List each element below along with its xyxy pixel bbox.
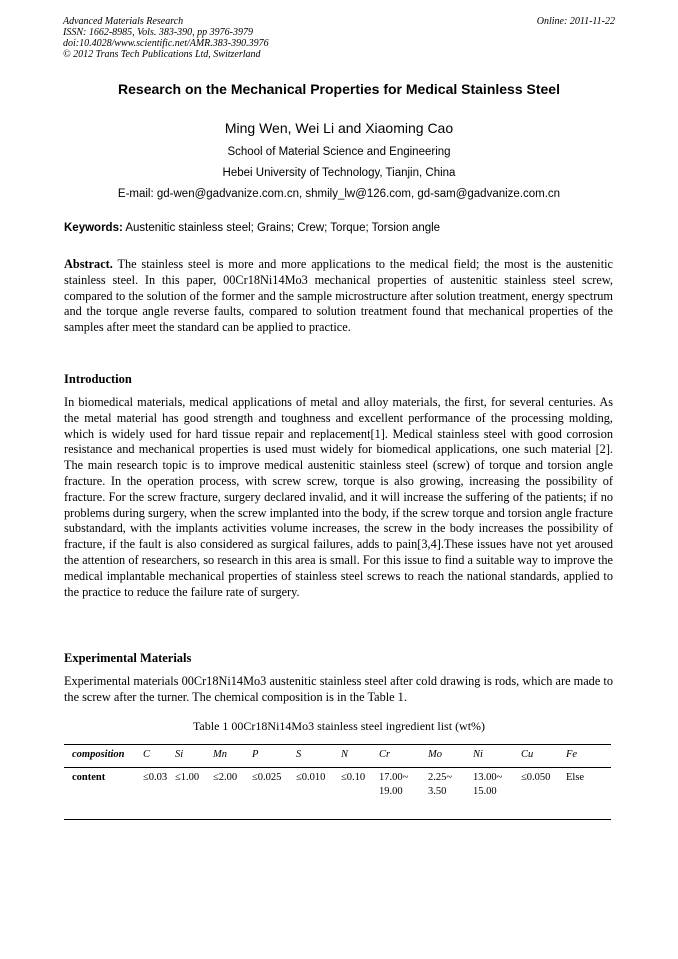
affiliation-university: Hebei University of Technology, Tianjin, China: [222, 167, 456, 179]
table-header-rule: [64, 767, 611, 768]
table-caption: Table 1 00Cr18Ni14Mo3 stainless steel ingredient list (wt%): [192, 719, 486, 733]
header-n: N: [341, 749, 349, 760]
value-si: ≤1.00: [175, 772, 200, 783]
keywords-label: Keywords:: [64, 222, 123, 234]
introduction-heading: Introduction: [64, 372, 132, 386]
header-p: P: [252, 749, 259, 760]
value-mo-max: 3.50: [428, 786, 447, 797]
value-cu: ≤0.050: [521, 772, 551, 783]
value-mo: 2.25~: [428, 772, 453, 783]
abstract: [64, 257, 613, 336]
issn-line: ISSN: 1662-8985, Vols. 383-390, pp 3976-3979: [63, 27, 253, 38]
value-cr-max: 19.00: [379, 786, 403, 797]
value-p: ≤0.025: [252, 772, 282, 783]
header-fe: Fe: [566, 749, 578, 760]
table-top-rule: [64, 744, 611, 745]
value-fe: Else: [566, 772, 585, 783]
header-mn: Mn: [213, 749, 227, 760]
value-cr: 17.00~: [379, 772, 409, 783]
header-cu: Cu: [521, 749, 534, 760]
header-composition: composition: [72, 749, 125, 760]
value-ni: 13.00~: [473, 772, 503, 783]
header-s: S: [296, 749, 302, 760]
journal-header: [63, 16, 269, 60]
keywords: [64, 222, 440, 234]
abstract-text: The stainless steel is more and more applications to the medical field; the most is the austenitic stainless steel. In this paper, 00Cr18Ni14Mo3 mechanical properties of austenitic stainless steel screw, compared to the solution of the former and the sample microstructure after solution treatment, energy spectrum and the torque angle reverse faults, compared to solution treatment found that mechanical properties of the samples after meet the standard can be applied to practice.: [64, 257, 613, 335]
value-mn: ≤2.00: [213, 772, 238, 783]
header-si: Si: [175, 749, 184, 760]
header-cr: Cr: [379, 749, 391, 760]
abstract-label: Abstract.: [64, 257, 113, 271]
journal-name: Advanced Materials Research: [63, 16, 184, 27]
value-c: ≤0.03: [143, 772, 168, 783]
online-date: Online: 2011-11-22: [536, 16, 615, 27]
value-ni-max: 15.00: [473, 786, 497, 797]
copyright-line: © 2012 Trans Tech Publications Ltd, Switzerland: [63, 49, 261, 60]
header-ni: Ni: [473, 749, 483, 760]
value-s: ≤0.010: [296, 772, 326, 783]
introduction-text: In biomedical materials, medical applications of metal and alloy materials, the first, for several centuries. As the metal material has good strength and toughness and excellent performance of the processing molding, which is widely used for hard tissue repair and replacement[1]. Medical stainless steel with good corrosion resistance and mechanical properties is used must widely for biomedical applications, one such material [2]. The main research topic is to improve medical austenitic stainless steel (screw) of torque and torsion angle fracture. In the operation process, with screw screw, torque is also growing, increasing the possibility of fracture. For the screw fracture, surgery declared invalid, and it will increase the suffering of the patients; if no problems during surgery, when the screw implanted into the body, if the screw torque and torsion angle fracture substandard, with the implants activities volume increases, the screw in the body increases the possibility of fracture, if the fault is also considered as surgical failures, adds to pain[3,4].These issues have not yet aroused the attention of researchers, so research in this area is small. For this issue to find a suitable way to improve the medical implantable mechanical properties of stainless steel screws to reach the national standards, applied to the practice to reduce the failure rate of surgery.: [64, 395, 613, 599]
value-n: ≤0.10: [341, 772, 366, 783]
affiliation-school: School of Material Science and Engineering: [227, 146, 451, 158]
experimental-heading: Experimental Materials: [64, 651, 192, 665]
affiliation-email: E-mail: gd-wen@gadvanize.com.cn, shmily_lw@126.com, gd-sam@gadvanize.com.cn: [117, 188, 561, 200]
doi-line: doi:10.4028/www.scientific.net/AMR.383-390.3976: [63, 38, 269, 49]
paper-title: Research on the Mechanical Properties for Medical Stainless Steel: [118, 81, 560, 97]
keywords-text: Austenitic stainless steel; Grains; Crew; Torque; Torsion angle: [125, 222, 441, 234]
row-label-content: content: [72, 772, 106, 783]
header-mo: Mo: [428, 749, 442, 760]
header-c: C: [143, 749, 151, 760]
table-bottom-rule: [64, 819, 611, 820]
experimental-text: Experimental materials 00Cr18Ni14Mo3 austenitic stainless steel after cold drawing is rods, which are made to the screw after the turner. The chemical composition is in the Table 1.: [64, 674, 613, 704]
author-list: Ming Wen, Wei Li and Xiaoming Cao: [224, 120, 454, 136]
